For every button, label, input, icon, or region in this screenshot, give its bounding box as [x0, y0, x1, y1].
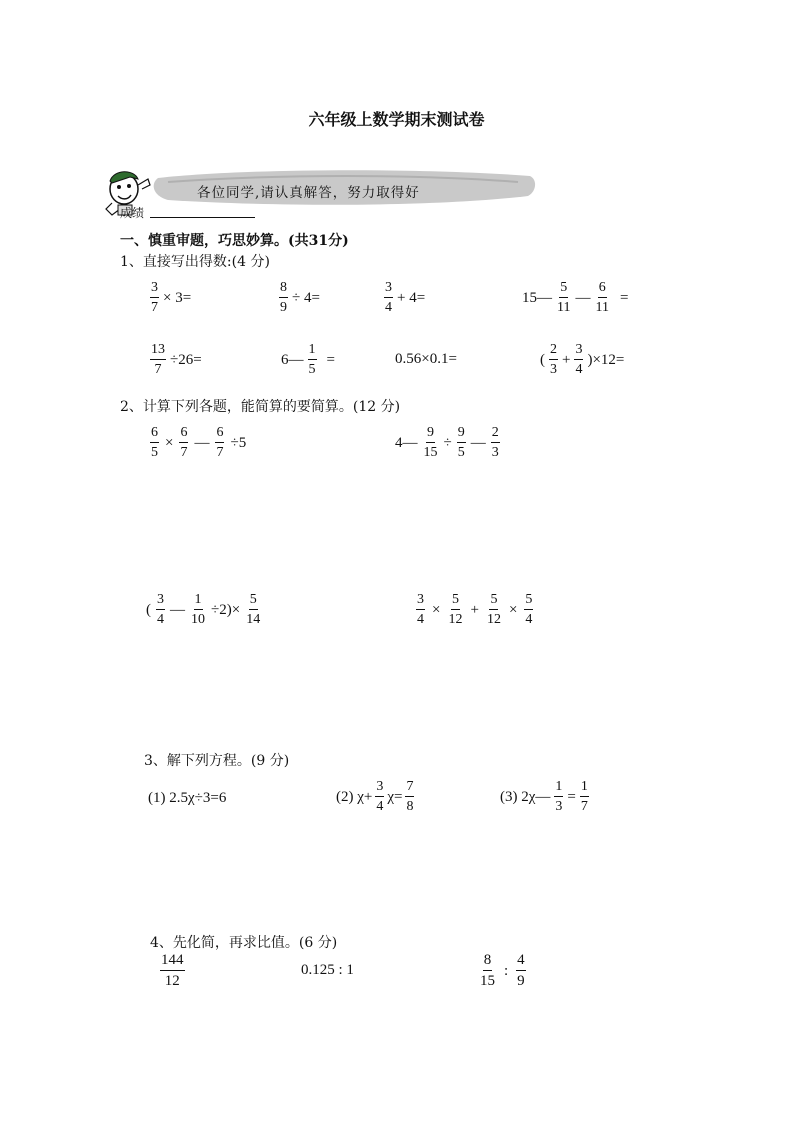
fraction-numerator: 1 — [580, 780, 589, 797]
fraction-numerator: 8 — [279, 281, 288, 298]
fraction-denominator: 4 — [525, 612, 533, 627]
q1-expr-8 — [540, 343, 624, 377]
fraction-denominator: 4 — [385, 300, 392, 315]
expr-rest: )×12= — [587, 351, 625, 368]
fraction-numerator: 6 — [150, 426, 159, 443]
q3-problem-2 — [336, 780, 414, 814]
q4-expr-c — [479, 953, 526, 989]
banner-text: 各位同学,请认真解答，努力取得好 — [197, 185, 420, 201]
score-blank-line — [150, 217, 255, 218]
fraction-denominator: 12 — [164, 973, 180, 989]
expr-lead: (2) χ+ — [336, 788, 373, 805]
expr-operator: — — [194, 434, 210, 451]
fraction-denominator: 15 — [423, 445, 438, 460]
expr-rest: = — [326, 351, 335, 368]
fraction-denominator: 11 — [595, 300, 609, 315]
fraction-numerator: 3 — [416, 593, 425, 610]
expr-operator: × — [508, 601, 518, 618]
fraction-denominator: 3 — [555, 799, 563, 814]
q1-expr-2 — [279, 281, 320, 315]
expr-open-paren: ( — [540, 351, 545, 368]
fraction-denominator: 7 — [180, 445, 188, 460]
fraction-denominator: 11 — [557, 300, 571, 315]
q2-heading: 2、计算下列各题，能简算的要简算。(12 分) — [120, 399, 401, 415]
q3-problem-1: (1) 2.5χ÷3=6 — [148, 790, 227, 806]
fraction-numerator: 3 — [384, 281, 393, 298]
expr-operator: — — [170, 601, 185, 618]
fraction-numerator: 6 — [215, 426, 224, 443]
expr-operator: + — [562, 351, 571, 368]
q4-heading: 4、先化简，再求比值。(6 分) — [150, 935, 338, 951]
fraction-denominator: 5 — [308, 362, 316, 377]
fraction-denominator: 7 — [216, 445, 224, 460]
fraction-denominator: 12 — [448, 612, 463, 627]
q1-heading: 1、直接写出得数:(4 分) — [120, 254, 270, 270]
q3-heading: 3、解下列方程。(9 分) — [144, 753, 290, 769]
q2-expr-c — [146, 593, 261, 627]
section1-heading-text: 一、慎重审题，巧思妙算。(共 — [120, 233, 309, 249]
expr-rest: + 4= — [397, 289, 426, 306]
expr-rest: × 3= — [163, 289, 192, 306]
fraction-denominator: 4 — [575, 362, 583, 377]
fraction-denominator: 3 — [550, 362, 557, 377]
page-title: 六年级上数学期末测试卷 — [308, 110, 485, 129]
fraction-denominator: 14 — [246, 612, 261, 627]
fraction-denominator: 15 — [480, 973, 495, 989]
expr-operator: = — [567, 788, 576, 805]
expr-operator: × — [432, 601, 441, 618]
fraction-numerator: 3 — [375, 780, 384, 797]
fraction-denominator: 7 — [580, 799, 588, 814]
fraction-numerator: 13 — [150, 343, 166, 360]
fraction-numerator: 7 — [405, 780, 414, 797]
fraction-numerator: 2 — [549, 343, 558, 360]
fraction-numerator: 9 — [426, 426, 435, 443]
fraction-numerator: 6 — [179, 426, 188, 443]
fraction-denominator: 3 — [491, 445, 499, 460]
q4-expr-a — [160, 953, 185, 989]
expr-operator: : — [504, 962, 509, 979]
fraction-denominator: 7 — [154, 362, 162, 377]
section1-heading-end: 分) — [328, 233, 349, 249]
fraction-numerator: 1 — [194, 593, 203, 610]
fraction-denominator: 12 — [486, 612, 501, 627]
section1-heading — [120, 230, 349, 250]
q1-expr-6 — [281, 343, 335, 377]
fraction-denominator: 4 — [417, 612, 424, 627]
q1-expr-3 — [384, 281, 425, 315]
expr-operator: ÷2)× — [211, 601, 241, 618]
expr-rest: = — [619, 289, 629, 306]
fraction-denominator: 5 — [151, 445, 158, 460]
fraction-denominator: 4 — [376, 799, 384, 814]
expr-operator: χ= — [387, 788, 403, 805]
q1-expr-5 — [150, 343, 202, 377]
expr-operator: × — [165, 434, 174, 451]
q3-problem-3 — [500, 780, 589, 814]
score-label: 成绩 — [120, 206, 145, 220]
expr-open-paren: ( — [146, 601, 151, 618]
fraction-denominator: 4 — [157, 612, 164, 627]
section1-points: 31 — [308, 233, 329, 249]
q2-expr-d — [416, 593, 533, 627]
expr-operator: — — [470, 434, 486, 451]
fraction-numerator: 1 — [554, 780, 563, 797]
fraction-denominator: 5 — [457, 445, 465, 460]
expr-operator: + — [470, 601, 479, 618]
q1-expr-4 — [522, 281, 628, 315]
fraction-denominator: 10 — [191, 612, 205, 627]
expr-operator: ÷ — [443, 434, 452, 451]
fraction-numerator: 5 — [524, 593, 533, 610]
fraction-numerator: 4 — [516, 953, 526, 971]
fraction-denominator: 9 — [517, 973, 525, 989]
expr-rest: ÷5 — [230, 434, 247, 451]
expr-lead: 6— — [281, 351, 304, 368]
fraction-denominator: 7 — [151, 300, 158, 315]
fraction-numerator: 5 — [451, 593, 460, 610]
expr-rest: ÷26= — [170, 351, 202, 368]
q1-expr-1 — [150, 281, 191, 315]
fraction-numerator: 5 — [559, 281, 568, 298]
fraction-numerator: 3 — [574, 343, 583, 360]
fraction-numerator: 5 — [249, 593, 258, 610]
q4-expr-b: 0.125 : 1 — [301, 962, 354, 978]
fraction-numerator: 3 — [150, 281, 159, 298]
expr-lead: 15— — [522, 289, 552, 306]
expr-lead: (3) 2χ— — [500, 788, 551, 805]
fraction-denominator: 9 — [280, 300, 287, 315]
q1-expr-7: 0.56×0.1= — [395, 351, 457, 367]
q2-expr-b — [395, 426, 500, 460]
fraction-numerator: 144 — [160, 953, 185, 971]
fraction-numerator: 2 — [491, 426, 500, 443]
fraction-numerator: 9 — [457, 426, 466, 443]
expr-lead: 4— — [395, 434, 418, 451]
expr-operator: — — [575, 289, 591, 306]
fraction-denominator: 8 — [406, 799, 414, 814]
q2-expr-a — [150, 426, 246, 460]
fraction-numerator: 1 — [308, 343, 317, 360]
fraction-numerator: 8 — [483, 953, 493, 971]
expr-rest: ÷ 4= — [292, 289, 320, 306]
fraction-numerator: 6 — [598, 281, 607, 298]
fraction-numerator: 5 — [489, 593, 498, 610]
fraction-numerator: 3 — [156, 593, 165, 610]
